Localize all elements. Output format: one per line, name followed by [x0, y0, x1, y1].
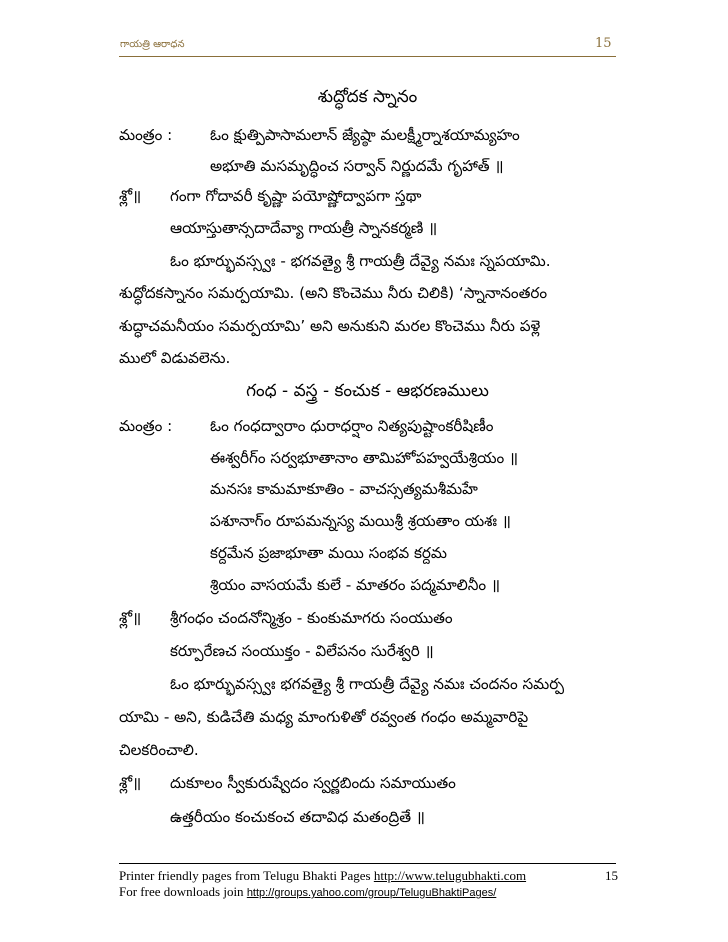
header-page-number: 15 — [595, 36, 612, 51]
mantra-line: మనసః కామమాకూతిం - వాచస్సత్యమశీమహే — [210, 480, 478, 498]
footer-line-2 — [119, 884, 496, 900]
sloka-line: ఆయాస్తుతాన్సదాదేవ్యా గాయత్రీ స్నానకర్మణి ॥ — [170, 219, 438, 237]
prose-line: శుద్ధాచమనీయం సమర్పయామి’ అని అనుకుని మరల కొంచెము నీరు పళ్లె — [119, 317, 541, 335]
footer-text: For free downloads join — [119, 884, 247, 899]
sloka-line: శ్రీగంధం చందనోన్మిశ్రం - కుంకుమాగరు సంయుతం — [170, 609, 453, 627]
section-heading-bath: శుద్ధోదక స్నానం — [317, 87, 418, 107]
footer-line-1 — [119, 868, 526, 884]
mantra-label: మంత్రం : — [119, 126, 173, 144]
mantra-line: పశూనాగ్ం రూపమన్నస్య మయిశ్రీ శ్రయతాం యశః ॥ — [210, 512, 511, 530]
sloka-line: కర్పూరేణచ సంయుక్తం - విలేపనం సురేశ్వరి ॥ — [170, 642, 434, 660]
prose-line: ములో విడువలెను. — [119, 349, 231, 367]
sloka-label: శ్లో॥ — [119, 774, 142, 792]
mantra-line: ఓం క్షుత్పిపాసామలాన్ జ్యేష్ఠా మలక్ష్మీర్నాశయామ్యహం — [210, 126, 520, 144]
footer-page-number: 15 — [605, 868, 618, 883]
mantra-line: ఈశ్వరీగ్ం సర్వభూతానాం తామిహోపహ్వయేశ్రియం ॥ — [210, 449, 519, 467]
header-rule — [119, 56, 616, 57]
prose-line: చిలకరించాలి. — [119, 741, 199, 759]
sloka-line: ఓం భూర్భువస్స్వః - భగవత్యై శ్రీ గాయత్రీ దేవ్యై నమః స్నపయామి. — [170, 252, 551, 270]
sloka-label: శ్లో॥ — [119, 609, 142, 627]
mantra-line: శ్రియం వాసయమే కులే - మాతరం పద్మమాలినీం ॥ — [210, 576, 501, 594]
sloka-line: ఓం భూర్భువస్స్వః భగవత్యై శ్రీ గాయత్రీ దేవ్యై నమః చందనం సమర్ప — [170, 675, 565, 693]
sloka-line: ఉత్తరీయం కంచుకంచ తదావిధ మతంద్రితే ॥ — [170, 808, 425, 826]
mantra-line: అభూతి మసమృద్ధించ సర్వాన్ నిర్ణుదమే గృహాత్ ॥ — [210, 157, 504, 175]
mantra-label: మంత్రం : — [119, 417, 173, 435]
section-heading-ornaments: గంధ - వస్త్ర - కంచుక - ఆభరణములు — [246, 381, 489, 401]
sloka-line: దుకూలం స్వీకురుష్వేదం స్వర్ణబిందు సమాయుతం — [170, 774, 456, 792]
footer-site-link[interactable]: http://www.telugubhakti.com — [373, 868, 527, 883]
mantra-line: ఓం గంధద్వారాం ధురాధర్షాం నిత్యపుష్టాంకరీషిణీం — [210, 417, 494, 435]
sloka-label: శ్లో॥ — [119, 187, 142, 205]
footer-text: Printer friendly pages from Telugu Bhakti Pages — [119, 868, 374, 883]
footer-rule — [119, 863, 616, 864]
sloka-line: గంగా గోదావరీ కృష్ణా పయోష్ణోద్వాపగా స్తథా — [170, 187, 422, 205]
header-title: గాయత్రి ఆరాధన — [120, 39, 185, 50]
mantra-line: కర్దమేన ప్రజాభూతా మయి సంభవ కర్దమ — [210, 544, 447, 562]
footer-group-link[interactable]: http://groups.yahoo.com/group/TeluguBhaktiPages/ — [246, 887, 497, 899]
prose-line: యామి - అని, కుడిచేతి మధ్య మాంగుళితో రవ్వంత గంధం అమ్మవారిపై — [119, 708, 529, 726]
prose-line: శుద్ధోదకస్నానం సమర్పయామి. (అని కొంచెము నీరు చిలికి) ‘స్నానానంతరం — [119, 284, 548, 302]
